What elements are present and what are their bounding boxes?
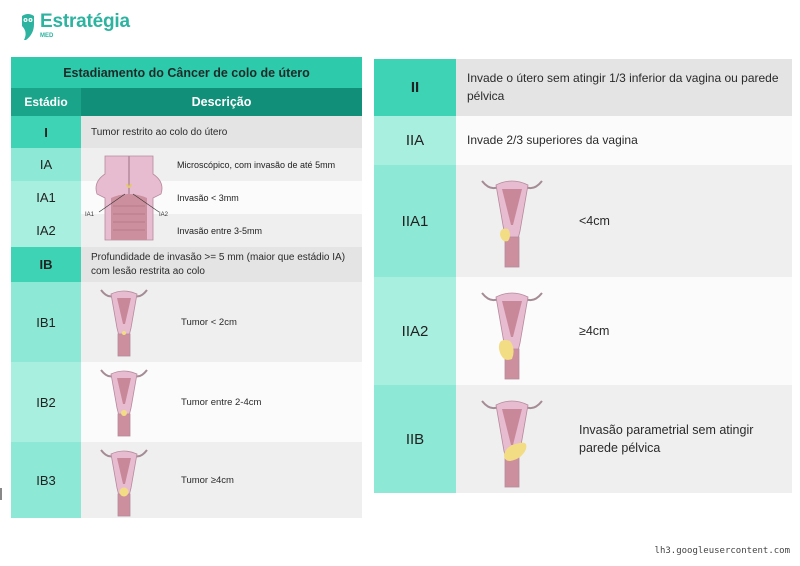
table-row	[11, 442, 362, 518]
stage-cell: IA2	[11, 214, 81, 247]
table-row	[11, 116, 362, 148]
description-cell	[456, 385, 792, 493]
description-cell: Invasão entre 3-5mm	[81, 214, 362, 247]
description-cell: Invasão < 3mm	[81, 181, 362, 214]
staging-table-right	[374, 59, 792, 493]
stage-cell: IB1	[11, 282, 81, 362]
stage-cell: IIA	[374, 116, 456, 165]
table-row	[374, 116, 792, 165]
uterus-tumor-medium-illustration	[99, 368, 149, 438]
description-cell	[81, 362, 362, 442]
table-row	[374, 59, 792, 116]
description-cell: Microscópico, com invasão de até 5mm	[81, 148, 362, 181]
uterus-parametrial-invasion-illustration	[480, 397, 544, 489]
description-text: Tumor ≥4cm	[181, 474, 234, 486]
svg-text:IA1: IA1	[85, 212, 95, 218]
table-header	[11, 88, 362, 116]
table-title: Estadiamento do Câncer de colo de útero	[11, 57, 362, 88]
table-row	[11, 247, 362, 282]
uterus-tumor-small-illustration	[99, 288, 149, 358]
stage-cell: IA1	[11, 181, 81, 214]
stage-cell: IIA2	[374, 277, 456, 385]
ia-group	[11, 148, 362, 247]
brand-name: Estratégia	[40, 11, 130, 32]
stage-cell: II	[374, 59, 456, 116]
brand-logo	[20, 12, 130, 42]
description-cell: Tumor restrito ao colo do útero	[81, 116, 362, 148]
stage-cell: IIA1	[374, 165, 456, 277]
svg-text:IA2: IA2	[159, 212, 169, 218]
table-row	[374, 277, 792, 385]
uterus-vaginal-invasion-small-illustration	[480, 177, 544, 269]
source-label: lh3.googleusercontent.com	[654, 546, 790, 556]
header-stage: Estádio	[11, 88, 81, 116]
table-row	[374, 385, 792, 493]
description-cell: Invade o útero sem atingir 1/3 inferior da vagina ou parede pélvica	[456, 59, 792, 116]
description-cell: Profundidade de invasão >= 5 mm (maior que estádio IA) com lesão restrita ao colo	[81, 247, 362, 282]
staging-table-left	[11, 57, 362, 518]
owl-logo-icon	[20, 12, 36, 42]
stage-cell: IIB	[374, 385, 456, 493]
stage-cell: IB	[11, 247, 81, 282]
brand-sub: MED	[40, 33, 54, 39]
header-description: Descrição	[81, 88, 362, 116]
description-cell: Invade 2/3 superiores da vagina	[456, 116, 792, 165]
table-row	[11, 282, 362, 362]
description-text: Tumor entre 2-4cm	[181, 396, 262, 408]
edge-mark	[0, 488, 2, 500]
description-text: Tumor < 2cm	[181, 316, 237, 328]
description-text: Invasão parametrial sem atingir parede pélvica	[579, 422, 754, 455]
description-text: ≥4cm	[579, 323, 610, 338]
description-cell	[81, 442, 362, 518]
cervix-cross-section-illustration	[85, 154, 173, 242]
description-cell	[456, 165, 792, 277]
description-cell	[456, 277, 792, 385]
stage-cell: IA	[11, 148, 81, 181]
description-cell	[81, 282, 362, 362]
stage-cell: I	[11, 116, 81, 148]
stage-cell: IB3	[11, 442, 81, 518]
stage-cell: IB2	[11, 362, 81, 442]
table-row	[374, 165, 792, 277]
description-text: <4cm	[579, 213, 610, 228]
table-row	[11, 362, 362, 442]
uterus-tumor-large-illustration	[99, 448, 149, 518]
uterus-vaginal-invasion-large-illustration	[480, 289, 544, 381]
